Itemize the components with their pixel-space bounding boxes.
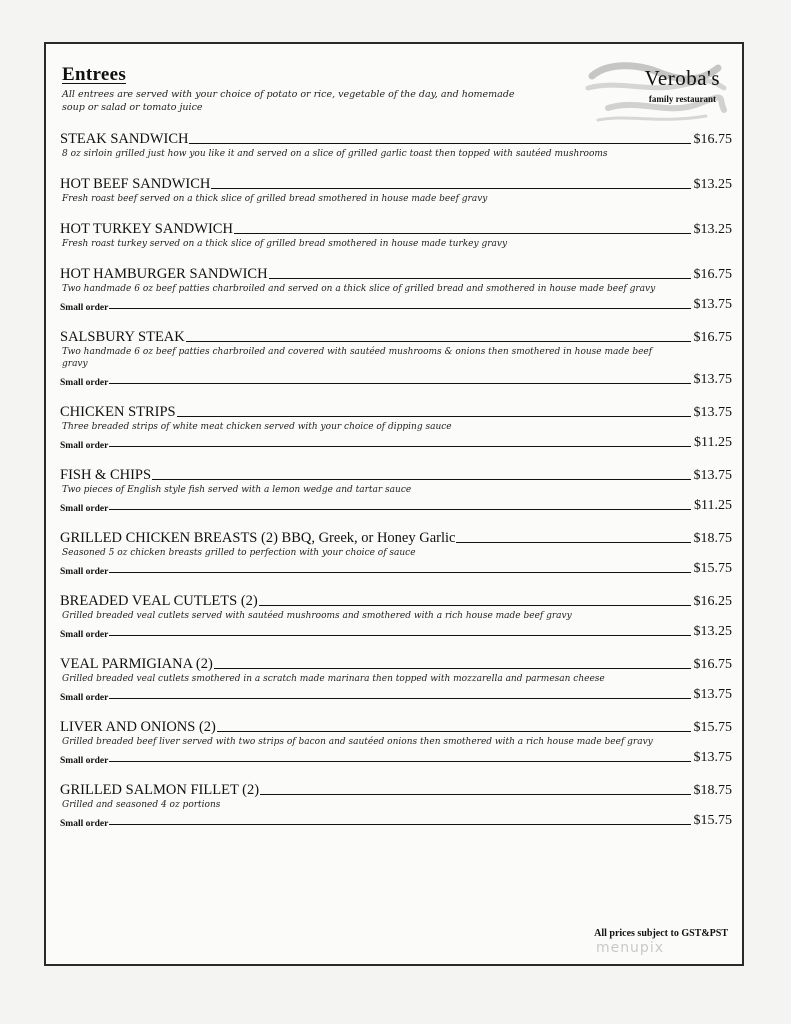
dotted-leader bbox=[177, 416, 691, 417]
small-order-price: $13.75 bbox=[693, 372, 732, 387]
menu-item-price: $16.75 bbox=[693, 132, 732, 147]
menu-item-row bbox=[60, 781, 732, 799]
small-order-price: $11.25 bbox=[694, 498, 732, 513]
menu-item-price: $13.25 bbox=[693, 222, 732, 237]
menu-item bbox=[60, 466, 732, 514]
menu-item-name: HOT HAMBURGER SANDWICH bbox=[60, 266, 268, 282]
small-order-label: Small order bbox=[60, 504, 109, 514]
menu-item-name: CHICKEN STRIPS bbox=[60, 404, 176, 420]
section-intro: All entrees are served with your choice of potato or rice, vegetable of the day, and homemade soup or salad or tomato juice bbox=[62, 89, 515, 113]
menu-item-description: Seasoned 5 oz chicken breasts grilled to perfection with your choice of sauce bbox=[62, 548, 416, 558]
small-order-label: Small order bbox=[60, 303, 109, 313]
watermark: menupix bbox=[595, 940, 664, 956]
menu-item-list bbox=[60, 130, 732, 844]
menu-item-description: Grilled and seasoned 4 oz portions bbox=[62, 800, 221, 810]
dotted-leader bbox=[217, 731, 691, 732]
menu-item-description: Two pieces of English style fish served with a lemon wedge and tartar sauce bbox=[62, 485, 412, 495]
dotted-leader bbox=[109, 383, 690, 384]
menu-item-description: Fresh roast beef served on a thick slice of grilled bread smothered in house made beef gravy bbox=[62, 194, 488, 204]
menu-item bbox=[60, 781, 732, 829]
menu-item-row bbox=[60, 175, 732, 193]
logo-tagline: family restaurant bbox=[648, 94, 716, 104]
menu-item-name: STEAK SANDWICH bbox=[60, 131, 189, 147]
small-order-label: Small order bbox=[60, 378, 109, 388]
tax-note: All prices subject to GST&PST bbox=[594, 928, 728, 939]
menu-item-row bbox=[60, 403, 732, 421]
small-order-label: Small order bbox=[60, 630, 109, 640]
menu-item bbox=[60, 328, 732, 388]
small-order-row bbox=[60, 498, 732, 514]
dotted-leader bbox=[109, 572, 690, 573]
dotted-leader bbox=[260, 794, 690, 795]
menu-item-name: VEAL PARMIGIANA (2) bbox=[60, 656, 213, 672]
menu-item-name: FISH & CHIPS bbox=[60, 467, 152, 483]
menu-item bbox=[60, 265, 732, 313]
dotted-leader bbox=[109, 446, 691, 447]
menu-item-price: $13.25 bbox=[693, 177, 732, 192]
menu-item-description: Grilled breaded veal cutlets served with sautéed mushrooms and smothered with a rich house made beef gravy bbox=[62, 611, 572, 621]
menu-item-row bbox=[60, 220, 732, 238]
menu-item-price: $16.75 bbox=[693, 267, 732, 282]
menu-item-name: SALSBURY STEAK bbox=[60, 329, 185, 345]
menu-item-description: 8 oz sirloin grilled just how you like it and served on a slice of grilled garlic toast then topped with sautéed mushrooms bbox=[62, 149, 608, 159]
small-order-label: Small order bbox=[60, 567, 109, 577]
menu-item-name: HOT BEEF SANDWICH bbox=[60, 176, 211, 192]
dotted-leader bbox=[189, 143, 690, 144]
small-order-label: Small order bbox=[60, 819, 109, 829]
small-order-price: $13.75 bbox=[693, 297, 732, 312]
menu-item-price: $16.75 bbox=[693, 330, 732, 345]
dotted-leader bbox=[109, 761, 690, 762]
menu-item-description: Two handmade 6 oz beef patties charbroiled and served on a thick slice of grilled bread and smothered in house made beef gravy bbox=[62, 284, 656, 294]
menu-item-description: Three breaded strips of white meat chicken served with your choice of dipping sauce bbox=[62, 422, 452, 432]
dotted-leader bbox=[456, 542, 690, 543]
small-order-price: $13.25 bbox=[693, 624, 732, 639]
menu-item-description: Grilled breaded beef liver served with two strips of bacon and sautéed onions then smothered with a rich house made beef gravy bbox=[62, 737, 653, 747]
small-order-label: Small order bbox=[60, 756, 109, 766]
small-order-price: $15.75 bbox=[693, 813, 732, 828]
dotted-leader bbox=[234, 233, 691, 234]
menu-item bbox=[60, 403, 732, 451]
dotted-leader bbox=[259, 605, 691, 606]
menu-item-description: Grilled breaded veal cutlets smothered in a scratch made marinara then topped with mozzarella and parmesan cheese bbox=[62, 674, 605, 684]
dotted-leader bbox=[269, 278, 691, 279]
dotted-leader bbox=[211, 188, 690, 189]
menu-item-row bbox=[60, 328, 732, 346]
menu-item-price: $15.75 bbox=[693, 720, 732, 735]
menu-item-name: GRILLED SALMON FILLET (2) bbox=[60, 782, 260, 798]
small-order-row bbox=[60, 687, 732, 703]
small-order-row bbox=[60, 750, 732, 766]
small-order-row bbox=[60, 561, 732, 577]
menu-item-price: $13.75 bbox=[693, 468, 732, 483]
small-order-row bbox=[60, 813, 732, 829]
logo-name: Veroba's bbox=[644, 66, 720, 90]
dotted-leader bbox=[109, 698, 690, 699]
menu-item-name: GRILLED CHICKEN BREASTS (2) BBQ, Greek, or Honey Garlic bbox=[60, 530, 456, 546]
small-order-price: $13.75 bbox=[693, 687, 732, 702]
menu-item-price: $18.75 bbox=[693, 531, 732, 546]
menu-page bbox=[44, 42, 744, 966]
menu-item-name: HOT TURKEY SANDWICH bbox=[60, 221, 233, 237]
menu-item-row bbox=[60, 718, 732, 736]
section-title: Entrees bbox=[62, 64, 127, 85]
dotted-leader bbox=[214, 668, 691, 669]
small-order-row bbox=[60, 624, 732, 640]
small-order-price: $15.75 bbox=[693, 561, 732, 576]
menu-item-row bbox=[60, 130, 732, 148]
restaurant-logo bbox=[578, 58, 728, 128]
menu-item bbox=[60, 220, 732, 250]
menu-item-price: $16.25 bbox=[693, 594, 732, 609]
small-order-label: Small order bbox=[60, 693, 109, 703]
menu-item bbox=[60, 655, 732, 703]
menu-item bbox=[60, 592, 732, 640]
menu-item-price: $13.75 bbox=[693, 405, 732, 420]
dotted-leader bbox=[109, 635, 690, 636]
menu-item bbox=[60, 130, 732, 160]
menu-item-row bbox=[60, 265, 732, 283]
small-order-price: $11.25 bbox=[694, 435, 732, 450]
dotted-leader bbox=[152, 479, 690, 480]
menu-item-description: Fresh roast turkey served on a thick slice of grilled bread smothered in house made turkey gravy bbox=[62, 239, 508, 249]
menu-item-row bbox=[60, 529, 732, 547]
menu-item-row bbox=[60, 592, 732, 610]
dotted-leader bbox=[186, 341, 691, 342]
menu-item-name: LIVER AND ONIONS (2) bbox=[60, 719, 216, 735]
menu-item-description: Two handmade 6 oz beef patties charbroiled and covered with sautéed mushrooms & onions then smothered in house made beef gravy bbox=[62, 347, 653, 369]
small-order-row bbox=[60, 297, 732, 313]
menu-item-row bbox=[60, 466, 732, 484]
menu-item bbox=[60, 175, 732, 205]
small-order-row bbox=[60, 435, 732, 451]
menu-item-name: BREADED VEAL CUTLETS (2) bbox=[60, 593, 258, 609]
menu-item-price: $16.75 bbox=[693, 657, 732, 672]
dotted-leader bbox=[109, 824, 690, 825]
small-order-price: $13.75 bbox=[693, 750, 732, 765]
menu-item bbox=[60, 529, 732, 577]
dotted-leader bbox=[109, 308, 690, 309]
menu-item-row bbox=[60, 655, 732, 673]
menu-item bbox=[60, 718, 732, 766]
menu-item-price: $18.75 bbox=[693, 783, 732, 798]
small-order-row bbox=[60, 372, 732, 388]
small-order-label: Small order bbox=[60, 441, 109, 451]
dotted-leader bbox=[109, 509, 691, 510]
